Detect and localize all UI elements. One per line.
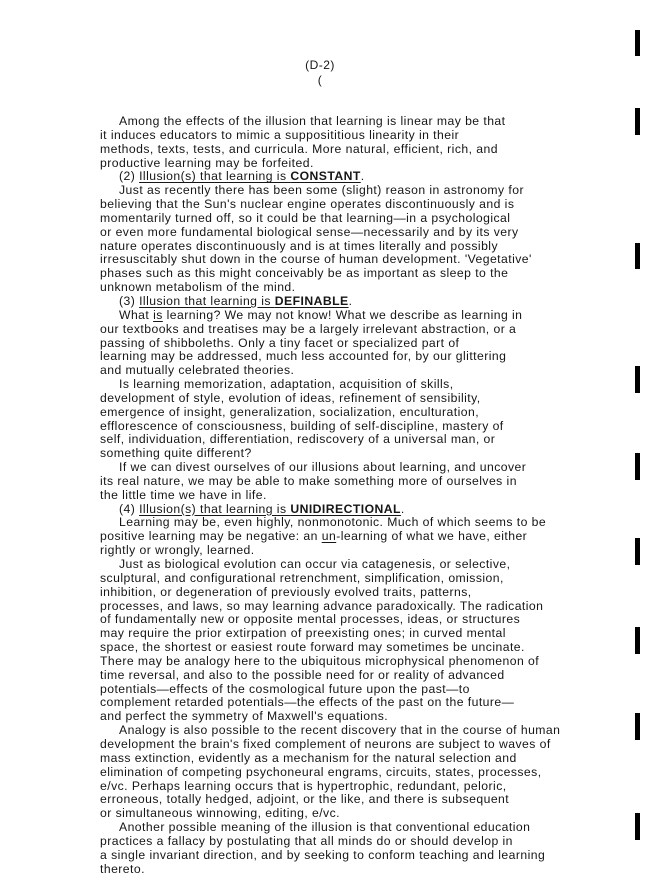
- text-segment: e/vc. Perhaps learning occurs that is hypertrophic, redundant, peloric,: [100, 778, 507, 793]
- text-line: [100, 461, 600, 475]
- text-segment: productive learning may be forfeited.: [100, 155, 314, 170]
- text-segment: potentials—effects of the cosmological future upon the past—to: [100, 681, 470, 696]
- text-line: [100, 226, 600, 240]
- text-line: [100, 267, 600, 281]
- text-segment: space, the shortest or easiest route forward may sometimes be uncinate.: [100, 640, 525, 655]
- text-line: [100, 198, 600, 212]
- text-segment: momentarily turned off, so it could be that learning—in a psychological: [100, 210, 511, 225]
- text-line: [100, 752, 600, 766]
- margin-bar: [635, 713, 640, 740]
- text-segment: (3): [119, 293, 140, 308]
- text-segment: development of style, evolution of ideas, refinement of sensibility,: [100, 390, 481, 405]
- text-segment: nature operates discontinuously and is at times literally and possibly: [100, 238, 498, 253]
- margin-bar: [635, 366, 640, 393]
- text-line: [100, 683, 600, 697]
- text-line: [100, 433, 600, 447]
- text-line: [100, 323, 600, 337]
- text-segment: -learning of what we have, either: [336, 529, 528, 544]
- text-segment: Is learning memorization, adaptation, acquisition of skills,: [119, 377, 454, 392]
- text-line: [100, 572, 600, 586]
- text-segment: Just as biological evolution can occur via catagenesis, or selective,: [119, 557, 511, 571]
- text-segment: Illusion(s) that learning is: [139, 169, 291, 184]
- text-line: [100, 641, 600, 655]
- text-line: [100, 766, 600, 780]
- text-line: [100, 710, 600, 724]
- text-line: [100, 447, 600, 461]
- text-line: [100, 378, 600, 392]
- text-segment: (2): [119, 169, 140, 184]
- text-segment: of fundamentally new or opposite mental processes, ideas, or structures: [100, 612, 521, 627]
- text-segment: Analogy is also possible to the recent discovery that in the course of human: [119, 723, 561, 738]
- text-segment: is: [153, 307, 163, 322]
- text-segment: something quite different?: [100, 446, 252, 461]
- text-line: [100, 724, 600, 738]
- text-line: [100, 115, 600, 129]
- text-segment: self, individuation, differentiation, rediscovery of a universal man, or: [100, 432, 496, 447]
- text-line: [100, 544, 600, 558]
- text-segment: There may be analogy here to the ubiquitous microphysical phenomenon of: [100, 653, 540, 668]
- text-segment: .: [400, 501, 405, 516]
- text-segment: rightly or wrongly, learned.: [100, 543, 255, 558]
- text-segment: may require the prior extirpation of preexisting ones; in curved mental: [100, 626, 506, 641]
- text-segment: or even more fundamental biological sense—necessarily and by its very: [100, 224, 519, 239]
- text-line: [100, 807, 600, 821]
- text-line: [100, 157, 600, 171]
- text-segment: believing that the Sun's nuclear engine operates discontinuously and is: [100, 197, 515, 212]
- text-segment: learning? We may not know! What we describe as learning in: [162, 307, 523, 322]
- text-segment: it induces educators to mimic a supposititious linearity in their: [100, 127, 460, 142]
- text-segment: development the brain's fixed complement of neurons are subject to waves of: [100, 736, 551, 751]
- text-segment: CONSTANT: [290, 169, 361, 184]
- text-line: [100, 350, 600, 364]
- text-line: [100, 309, 600, 323]
- margin-bar: [635, 453, 640, 480]
- text-segment: (4): [119, 501, 140, 516]
- text-segment: sculptural, and configurational retrenchment, simplification, omission,: [100, 570, 504, 585]
- text-segment: complement retarded potentials—the effects of the past on the future—: [100, 695, 515, 710]
- text-line: [100, 600, 600, 614]
- text-segment: or simultaneous winnowing, editing, e/vc.: [100, 806, 340, 821]
- text-segment: Illusion(s) that learning is: [139, 501, 291, 516]
- text-line: [100, 170, 600, 184]
- text-line: [100, 835, 600, 849]
- text-segment: emergence of insight, generalization, socialization, enculturation,: [100, 404, 480, 419]
- text-segment: learning may be addressed, much less accounted for, by our glittering: [100, 349, 507, 364]
- margin-bar: [635, 538, 640, 565]
- text-segment: time reversal, and also to the possible need for or reality of advanced: [100, 667, 505, 682]
- text-segment: Learning may be, even highly, nonmonotonic. Much of which seems to be: [119, 515, 547, 530]
- text-segment: processes, and laws, so may learning advance paradoxically. The radication: [100, 598, 544, 613]
- text-line: [100, 240, 600, 254]
- text-segment: Among the effects of the illusion that learning is linear may be that: [119, 114, 506, 128]
- text-segment: Another possible meaning of the illusion is that conventional education: [119, 820, 531, 835]
- text-segment: and perfect the symmetry of Maxwell's equations.: [100, 709, 389, 724]
- margin-bar: [635, 30, 640, 56]
- text-segment: passing of shibboleths. Only a tiny facet or specialized part of: [100, 335, 460, 350]
- page-number: (D-2): [305, 58, 335, 72]
- text-segment: unknown metabolism of the mind.: [100, 280, 296, 295]
- text-line: [100, 821, 600, 835]
- text-line: [100, 738, 600, 752]
- margin-bar: [635, 243, 640, 269]
- text-line: [100, 337, 600, 351]
- text-segment: erroneous, totally hedged, adjoint, or the like, and there is subsequent: [100, 792, 510, 807]
- text-segment: inhibition, or degeneration of previously evolved traits, patterns,: [100, 584, 472, 599]
- text-line: [100, 669, 600, 683]
- text-line: [100, 849, 600, 863]
- text-line: [100, 627, 600, 641]
- text-line: [100, 281, 600, 295]
- text-line: [100, 392, 600, 406]
- text-line: [100, 129, 600, 143]
- text-segment: elimination of competing psychoneural engrams, circuits, states, processes,: [100, 764, 542, 779]
- text-segment: If we can divest ourselves of our illusions about learning, and uncover: [119, 460, 527, 475]
- text-line: [100, 586, 600, 600]
- text-segment: .: [360, 169, 365, 184]
- text-line: [100, 558, 600, 572]
- text-line: [100, 655, 600, 669]
- text-line: [100, 793, 600, 807]
- text-segment: What: [119, 307, 154, 322]
- text-line: [100, 184, 600, 198]
- text-segment: thereto.: [100, 861, 145, 876]
- text-line: [100, 295, 600, 309]
- text-line: [100, 420, 600, 434]
- text-line: [100, 364, 600, 378]
- text-line: [100, 212, 600, 226]
- text-line: [100, 406, 600, 420]
- text-line: [100, 503, 600, 517]
- margin-bar: [635, 108, 640, 135]
- text-segment: positive learning may be negative: an: [100, 529, 322, 544]
- text-segment: UNIDIRECTIONAL: [290, 501, 401, 516]
- margin-bar: [635, 813, 640, 840]
- text-segment: efflorescence of consciousness, building of self-discipline, mastery of: [100, 418, 504, 433]
- text-segment: irresuscitably shut down in the course of human development. 'Vegetative': [100, 252, 532, 267]
- text-segment: methods, texts, tests, and curricula. More natural, efficient, rich, and: [100, 141, 498, 156]
- page-header-mark: (: [317, 73, 323, 87]
- text-segment: mass extinction, evidently as a mechanism for the natural selection and: [100, 750, 517, 765]
- page-header: [300, 58, 340, 88]
- text-line: [100, 780, 600, 794]
- text-line: [100, 696, 600, 710]
- text-line: [100, 516, 600, 530]
- text-segment: a single invariant direction, and by seeking to conform teaching and learning: [100, 847, 546, 862]
- text-segment: .: [348, 293, 353, 308]
- body-text: [100, 115, 600, 876]
- text-segment: phases such as this might conceivably be as important as sleep to the: [100, 266, 509, 281]
- margin-bar: [635, 627, 640, 654]
- text-segment: our textbooks and treatises may be a largely irrelevant abstraction, or a: [100, 321, 517, 336]
- text-line: [100, 143, 600, 157]
- text-line: [100, 475, 600, 489]
- text-segment: its real nature, we may be able to make something more of ourselves in: [100, 473, 517, 488]
- text-line: [100, 253, 600, 267]
- text-segment: practices a fallacy by postulating that all minds do or should develop in: [100, 833, 513, 848]
- text-segment: and mutually celebrated theories.: [100, 363, 295, 378]
- text-line: [100, 613, 600, 627]
- text-segment: Just as recently there has been some (slight) reason in astronomy for: [119, 183, 524, 198]
- text-segment: Illusion that learning is: [139, 293, 275, 308]
- text-segment: DEFINABLE: [274, 293, 349, 308]
- text-line: [100, 489, 600, 503]
- text-line: [100, 530, 600, 544]
- text-line: [100, 863, 600, 876]
- text-segment: the little time we have in life.: [100, 487, 267, 502]
- text-segment: un: [321, 529, 337, 544]
